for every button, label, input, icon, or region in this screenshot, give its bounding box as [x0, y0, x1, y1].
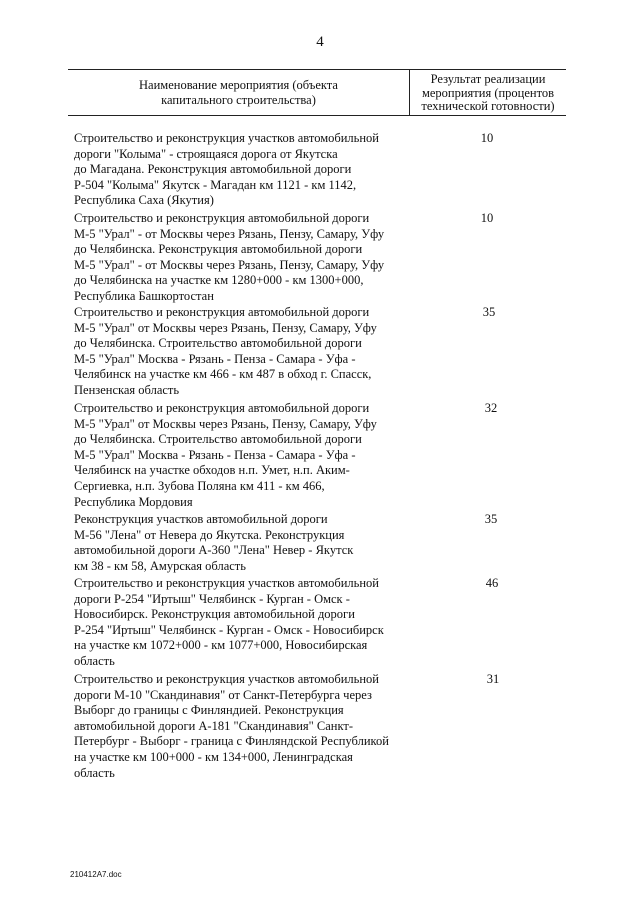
row-readiness-value: 35 — [482, 305, 496, 319]
row-description: Строительство и реконструкция автомобильной дороги М-5 "Урал" от Москвы через Рязань, Пензу, Самару, Уфу до Челябинска. Строительство автомобильной дороги М-5 "Урал" Москва - Рязань - Пенза - Самара - Уфа - Челябинск на участке км 466 - км 487 в обход г. Спасск, Пензенская область — [74, 305, 377, 397]
row-description: Реконструкция участков автомобильной дороги М-56 "Лена" от Невера до Якутска. Реконструкция автомобильной дороги А-360 "Лена" Невер - Якутск км 38 - км 58, Амурская область — [74, 512, 354, 573]
row-description: Строительство и реконструкция автомобильной дороги М-5 "Урал" - от Москвы через Рязань, Пензу, Самару, Уфу до Челябинска. Реконструкция автомобильной дороги М-5 "Урал" - от Москвы через Рязань, Пензу, Самару, Уфу до Челябинска на участке км 1280+000 - км 1300+000, Республика Башкортостан — [74, 211, 385, 303]
row-description: Строительство и реконструкция автомобильной дороги М-5 "Урал" от Москвы через Рязань, Пензу, Самару, Уфу до Челябинска. Строительство автомобильной дороги М-5 "Урал" Москва - Рязань - Пенза - Самара - Уфа - Челябинск на участке обходов н.п. Умет, н.п. Аким- Сергиевка, н.п. Зубова Поляна км 411 - км 466, Республика Мордовия — [74, 401, 377, 509]
row-description: Строительство и реконструкция участков автомобильной дороги "Колыма" - строящаяся дорога от Якутска до Магадана. Реконструкция автомобильной дороги Р-504 "Колыма" Якутск - Магадан км 1121 - км 1142, Республика Саха (Якутия) — [74, 131, 379, 208]
row-readiness-value: 31 — [486, 672, 500, 686]
page-number: 4 — [316, 34, 324, 50]
row-readiness-value: 10 — [480, 211, 494, 225]
column-header-name: Наименование мероприятия (объекта капитального строительства) — [139, 78, 338, 107]
table-header — [68, 69, 566, 116]
row-readiness-value: 10 — [480, 131, 494, 145]
row-description: Строительство и реконструкция участков автомобильной дороги Р-254 "Иртыш" Челябинск - Курган - Омск - Новосибирск. Реконструкция автомобильной дороги Р-254 "Иртыш" Челябинск - Курган - Омск - Новосибирск на участке км 1072+000 - км 1077+000, Новосибирская область — [74, 576, 384, 668]
column-header-result: Результат реализации мероприятия (процентов технической готовности) — [421, 72, 555, 113]
row-readiness-value: 32 — [484, 401, 498, 415]
row-description: Строительство и реконструкция участков автомобильной дороги М-10 "Скандинавия" от Санкт-Петербурга через Выборг до границы с Финляндией. Реконструкция автомобильной дороги А-181 "Скандинавия" Санкт- Петербург - Выборг - граница с Финляндской Республикой на участке км 100+000 - км 134+000, Ленинградская область — [74, 672, 389, 780]
row-readiness-value: 46 — [485, 576, 499, 590]
row-readiness-value: 35 — [484, 512, 498, 526]
footer-filename: 210412A7.doc — [70, 870, 122, 879]
